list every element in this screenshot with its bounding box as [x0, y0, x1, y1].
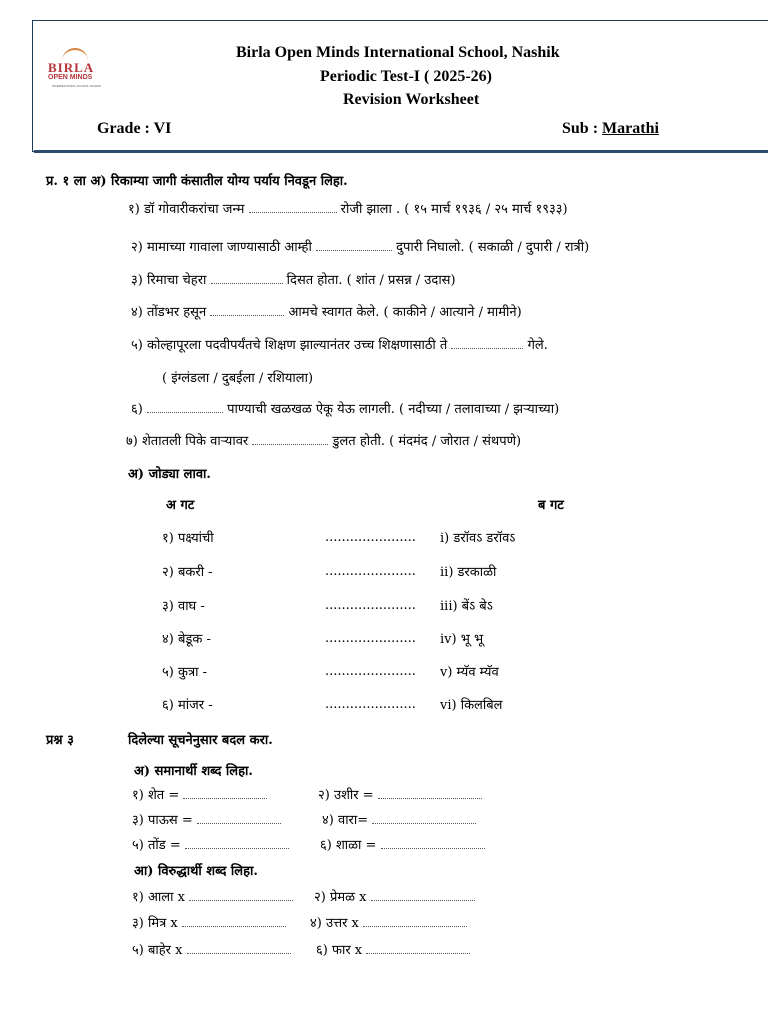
- subject-field: [562, 120, 659, 138]
- answer-blank: [197, 813, 281, 824]
- q2-right-item: iv) भू भू: [440, 632, 484, 647]
- school-logo: [46, 48, 104, 92]
- q2-right-item: iii) बेंऽ बेऽ: [440, 599, 493, 614]
- q1-item-2-text: २) मामाच्या गावाला जाण्यासाठी आम्ही: [131, 240, 312, 255]
- grade-label: Grade : VI: [97, 120, 172, 137]
- q1-item-6-options: पाण्याची खळखळ ऐकू येऊ लागली. ( नदीच्या / तलावाच्या / झऱ्याच्या): [227, 402, 560, 417]
- answer-blank: [183, 788, 267, 799]
- answer-blank: [381, 838, 485, 849]
- q2-column-a-header: अ गट: [166, 498, 195, 513]
- answer-blank: [182, 916, 286, 927]
- q1-item-3-text: ३) रिमाचा चेहरा: [131, 273, 207, 288]
- logo-text-birla: BIRLA: [48, 60, 95, 75]
- answer-blank: [363, 916, 467, 927]
- q1-item-5-text: ५) कोल्हापूरला पदवीपर्यंतचे शिक्षण झाल्यानंतर उच्च शिक्षणासाठी ते: [131, 338, 448, 353]
- q2-right-item: ii) डरकाळी: [440, 565, 497, 580]
- antonym-item: [314, 887, 475, 905]
- q1-item-4-options: आमचे स्वागत केले. ( काकीने / आत्याने / मामीने): [288, 305, 522, 320]
- q1-item-5-choices: ( इंग्लंडला / दुबईला / रशियाला): [162, 371, 314, 386]
- logo-text-open-minds: OPEN MINDS: [48, 74, 93, 81]
- answer-blank: [252, 434, 328, 445]
- q1-item-7-text: ७) शेतातली पिके वाऱ्यावर: [126, 434, 249, 449]
- q2-answer-dots: ......................: [325, 564, 416, 579]
- synonym-item: [318, 785, 482, 803]
- answer-blank: [366, 943, 470, 954]
- q1-item-6-text: ६): [131, 402, 143, 417]
- q1-item-1: [128, 199, 568, 217]
- q1-item-3-options: दिसत होता. ( शांत / प्रसन्न / उदास): [286, 273, 456, 288]
- answer-blank: [187, 943, 291, 954]
- header-divider: [34, 150, 768, 153]
- q2-left-item: १) पक्ष्यांची: [162, 531, 214, 546]
- q2-right-item: v) म्यॅव म्यॅव: [440, 665, 499, 680]
- antonym-word: १) आला x: [132, 890, 185, 905]
- answer-blank: [316, 240, 392, 251]
- answer-blank: [147, 402, 223, 413]
- synonym-word: ४) वारा=: [322, 813, 369, 828]
- q2-answer-dots: ......................: [325, 530, 416, 545]
- q1-item-4: [131, 302, 522, 320]
- antonym-word: २) प्रेमळ x: [314, 890, 367, 905]
- synonym-item: [132, 785, 267, 803]
- subject-label: Sub :: [562, 120, 603, 137]
- answer-blank: [371, 890, 475, 901]
- q1-item-1-text: १) डॉ गोवारीकरांचा जन्म: [128, 202, 245, 217]
- answer-blank: [189, 890, 293, 901]
- answer-blank: [211, 273, 283, 284]
- synonym-word: २) उशीर =: [318, 788, 374, 803]
- synonym-word: १) शेत =: [132, 788, 180, 803]
- synonym-item: [320, 835, 485, 853]
- answer-blank: [249, 202, 337, 213]
- q2-answer-dots: ......................: [325, 631, 416, 646]
- synonym-item: [322, 810, 476, 828]
- synonym-word: ३) पाऊस =: [132, 813, 193, 828]
- synonyms-heading: अ) समानार्थी शब्द लिहा.: [134, 764, 253, 779]
- antonym-item: [132, 887, 293, 905]
- antonym-item: [316, 940, 470, 958]
- answer-blank: [378, 788, 482, 799]
- q3-heading: दिलेल्या सूचनेनुसार बदल करा.: [128, 733, 273, 748]
- antonym-item: [132, 940, 291, 958]
- q3-label: प्रश्न ३: [46, 733, 74, 748]
- q2-heading: अ) जोड्या लावा.: [128, 467, 211, 482]
- antonym-word: ६) फार x: [316, 943, 363, 958]
- antonym-item: [310, 913, 467, 931]
- q2-left-item: ५) कुत्रा -: [162, 665, 208, 680]
- q1-item-7: [126, 431, 521, 449]
- synonym-word: ५) तोंड =: [132, 838, 181, 853]
- q2-answer-dots: ......................: [325, 598, 416, 613]
- q2-left-item: ३) वाघ -: [162, 599, 205, 614]
- q1-item-5: [131, 335, 548, 353]
- answer-blank: [372, 813, 476, 824]
- q2-answer-dots: ......................: [325, 664, 416, 679]
- q2-right-item: i) डरॉवऽ डरॉवऽ: [440, 531, 516, 546]
- school-name: Birla Open Minds International School, Nashik: [236, 44, 560, 61]
- answer-blank: [210, 305, 284, 316]
- q1-item-7-options: डुलत होती. ( मंदमंद / जोरात / संथपणे): [332, 434, 522, 449]
- q1-item-5-options: गेले.: [527, 338, 548, 353]
- q2-column-b-header: ब गट: [538, 498, 564, 513]
- q2-right-item: vi) किलबिल: [440, 698, 503, 713]
- q1-item-2-options: दुपारी निघालो. ( सकाळी / दुपारी / रात्री): [396, 240, 590, 255]
- antonyms-heading: आ) विरुद्धार्थी शब्द लिहा.: [134, 864, 258, 879]
- q1-item-3: [131, 270, 456, 288]
- q2-left-item: ४) बेडूक -: [162, 632, 211, 647]
- synonym-word: ६) शाळा =: [320, 838, 377, 853]
- answer-blank: [451, 338, 523, 349]
- answer-blank: [185, 838, 289, 849]
- worksheet-title: Revision Worksheet: [343, 91, 480, 108]
- q1-item-1-options: रोजी झाला . ( १५ मार्च १९३६ / २५ मार्च १९३३): [340, 202, 568, 217]
- test-name: Periodic Test-I ( 2025-26): [320, 68, 492, 85]
- antonym-word: ४) उत्तर x: [310, 916, 359, 931]
- antonym-word: ३) मित्र x: [132, 916, 178, 931]
- subject-value: Marathi: [602, 120, 659, 137]
- q2-left-item: ६) मांजर -: [162, 698, 213, 713]
- q2-answer-dots: ......................: [325, 697, 416, 712]
- q1-item-4-text: ४) तोंडभर हसून: [131, 305, 207, 320]
- logo-text-school: INTERNATIONAL SCHOOL NASHIK: [52, 84, 102, 88]
- q1-heading: प्र. १ ला अ) रिकाम्या जागी कंसातील योग्य पर्याय निवडून लिहा.: [46, 174, 348, 189]
- synonym-item: [132, 835, 289, 853]
- synonym-item: [132, 810, 281, 828]
- q1-item-6: [131, 399, 559, 417]
- q1-item-2: [131, 237, 589, 255]
- antonym-word: ५) बाहेर x: [132, 943, 183, 958]
- q2-left-item: २) बकरी -: [162, 565, 213, 580]
- antonym-item: [132, 913, 286, 931]
